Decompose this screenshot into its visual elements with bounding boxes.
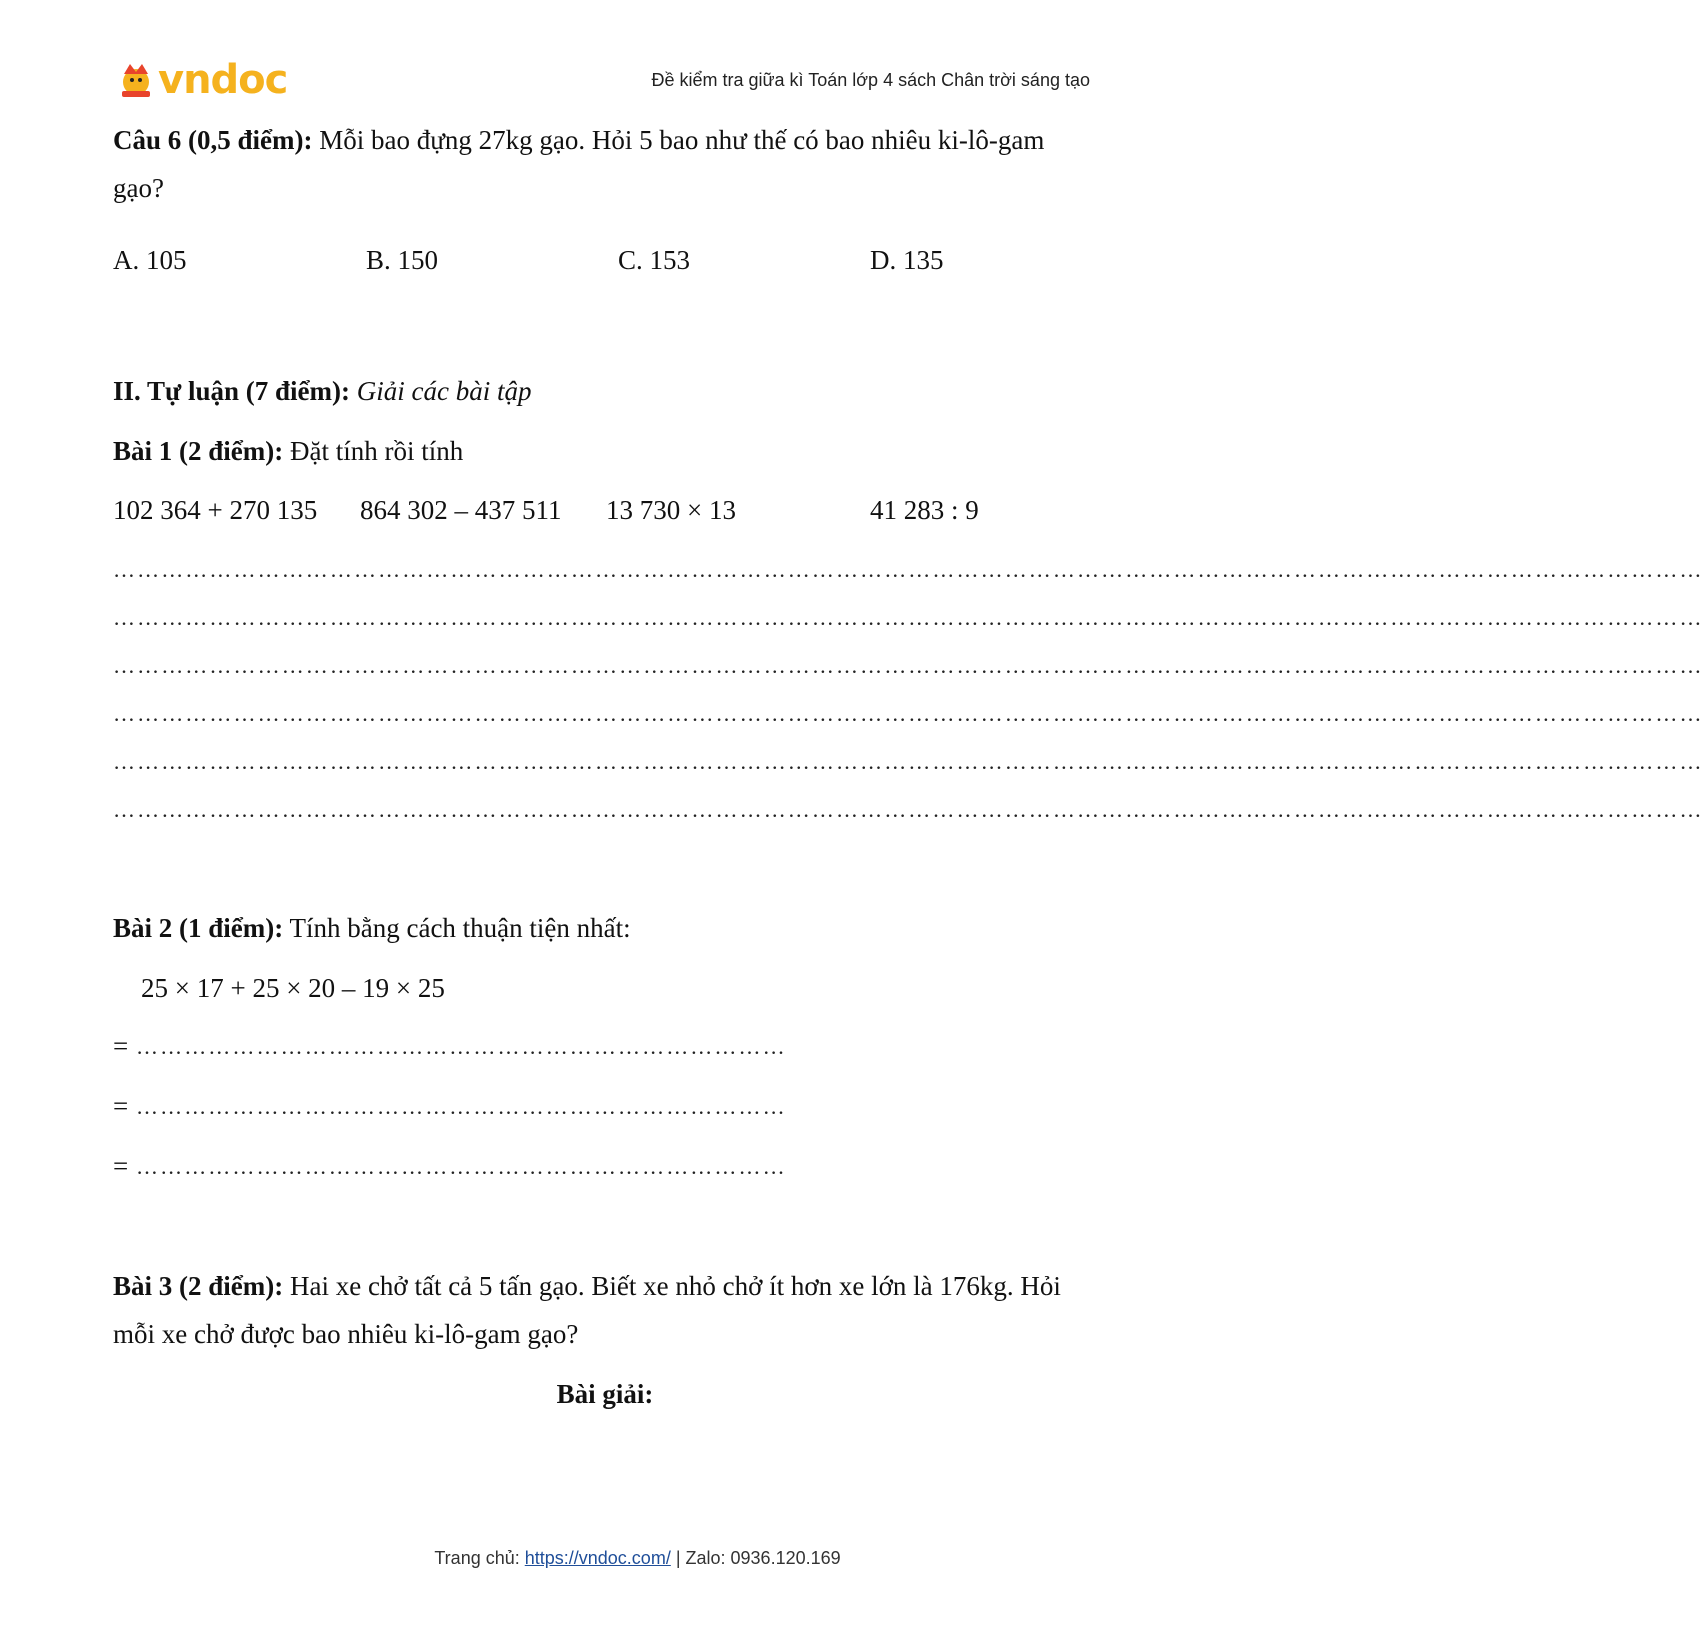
header-title: Đề kiểm tra giữa kì Toán lớp 4 sách Chân trời sáng tạo [651, 70, 1090, 90]
exercise-2-text: Tính bằng cách thuận tiện nhất: [283, 913, 631, 943]
answer-line[interactable]: ……………………………………………………………………………………………………………………………………………………………………………… [113, 605, 1704, 630]
question-6 [113, 127, 1044, 154]
exercise-1-expr-3: 13 730 × 13 [606, 495, 736, 525]
exercise-1-expr-1: 102 364 + 270 135 [113, 495, 318, 525]
answer-line[interactable]: ……………………………………………………………………………………………………………………………………………………………………………… [113, 653, 1704, 678]
exercise-1-expr-2: 864 302 – 437 511 [360, 495, 562, 525]
exercise-1-text: Đặt tính rồi tính [283, 436, 464, 466]
option-a[interactable]: A. 105 [113, 245, 187, 275]
option-d[interactable]: D. 135 [870, 245, 944, 275]
footer-contact: | Zalo: 0936.120.169 [670, 1548, 841, 1568]
equals-sign: = [113, 1031, 129, 1061]
exercise-3-heading [113, 1273, 1061, 1300]
exercise-3-text: Hai xe chở tất cả 5 tấn gạo. Biết xe nhỏ chở ít hơn xe lớn là 176kg. Hỏi [283, 1271, 1061, 1301]
question-6-text-line2: gạo? [113, 173, 164, 203]
exercise-3-text-line2: mỗi xe chở được bao nhiêu ki-lô-gam gạo? [113, 1319, 579, 1349]
solution-label: Bài giải: [556, 1379, 654, 1409]
solution-heading [0, 1381, 1210, 1408]
question-6-label: Câu 6 (0,5 điểm): [113, 125, 313, 155]
exercise-1-label: Bài 1 (2 điểm): [113, 436, 284, 466]
equals-sign: = [113, 1151, 129, 1181]
exercise-1-heading [113, 438, 463, 465]
exercise-3-label: Bài 3 (2 điểm): [113, 1271, 284, 1301]
answer-line[interactable]: ……………………………………………………………………………………………………………………………………………………………………………… [113, 797, 1704, 822]
answer-line[interactable]: ……………………………………………………………………………………………………………………………………………………………………………… [113, 749, 1704, 774]
exercise-2-heading [113, 915, 631, 942]
question-6-text: Mỗi bao đựng 27kg gạo. Hỏi 5 bao như thế có bao nhiêu ki-lô-gam [312, 125, 1045, 155]
option-b[interactable]: B. 150 [366, 245, 439, 275]
answer-line[interactable]: ……………………………………………………………………………………………………………………………………………………………………………… [113, 557, 1704, 582]
exercise-2-expression: 25 × 17 + 25 × 20 – 19 × 25 [141, 973, 445, 1003]
section-2-subtitle: Giải các bài tập [350, 376, 532, 406]
answer-line[interactable]: ……………………………………………………………………………………………………………………………………………………………………………… [113, 701, 1704, 726]
answer-line[interactable]: ……………………………………………………………………… [136, 1094, 787, 1119]
exercise-2-label: Bài 2 (1 điểm): [113, 913, 284, 943]
option-c[interactable]: C. 153 [618, 245, 691, 275]
logo-text: vndoc [158, 57, 288, 103]
homepage-link[interactable]: https://vndoc.com/ [524, 1548, 671, 1568]
equals-sign: = [113, 1091, 129, 1121]
footer [0, 1548, 1275, 1569]
section-2-heading [113, 378, 531, 405]
section-2-label: II. Tự luận (7 điểm): [113, 376, 350, 406]
answer-line[interactable]: ……………………………………………………………………… [136, 1034, 787, 1059]
answer-line[interactable]: ……………………………………………………………………… [136, 1154, 787, 1179]
exercise-1-expr-4: 41 283 : 9 [870, 495, 979, 525]
footer-prefix: Trang chủ: [434, 1548, 525, 1568]
